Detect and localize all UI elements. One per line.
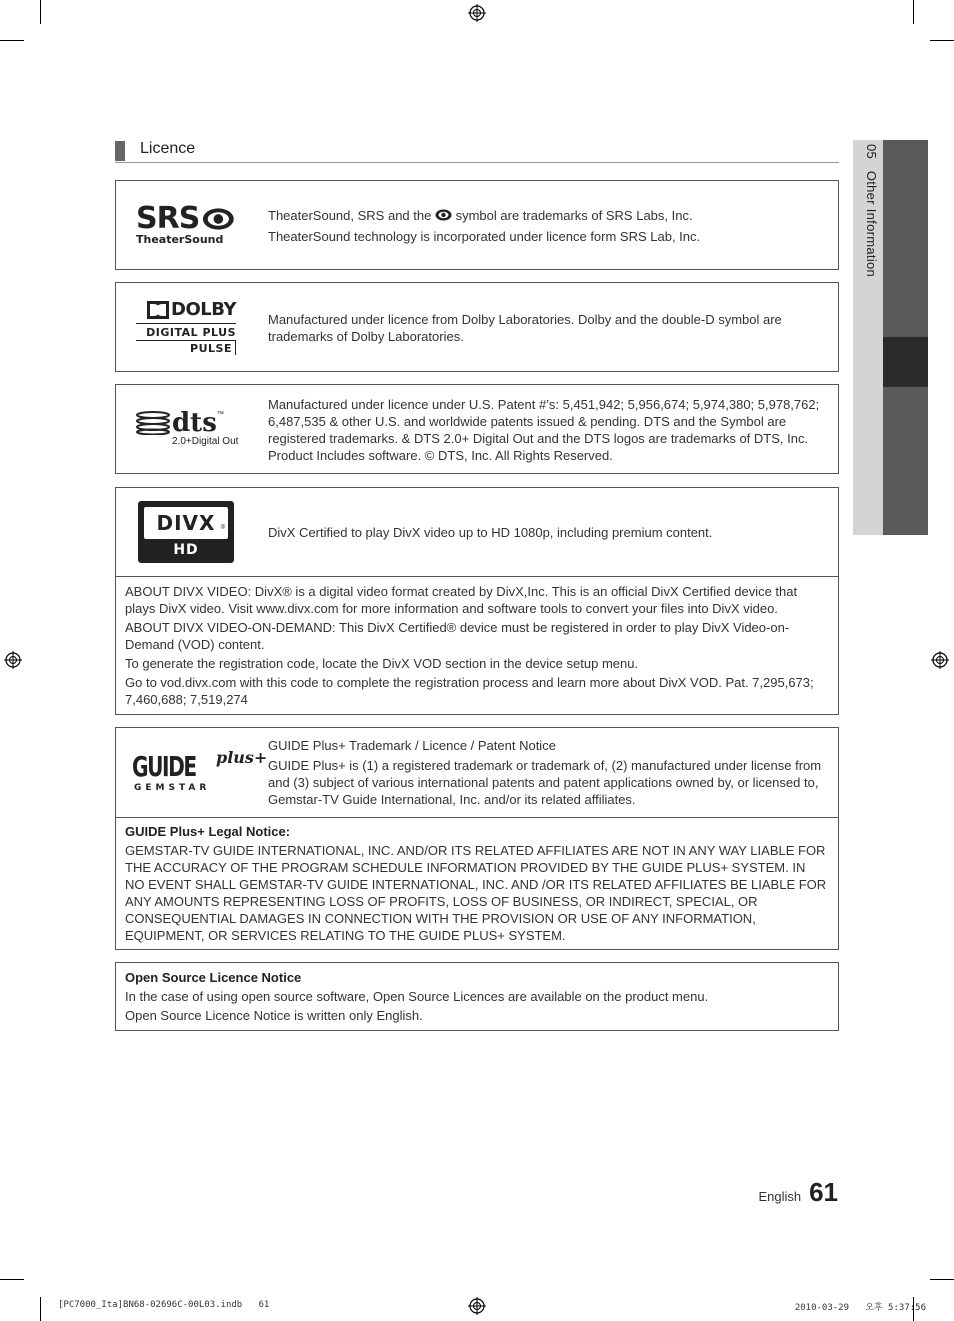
srs-line2: TheaterSound technology is incorporated under licence form SRS Lab, Inc.	[268, 229, 701, 244]
guide-plus-logo-plus: plus+	[216, 747, 268, 767]
registered-mark: ®	[220, 525, 225, 531]
guide-plus-logo-sub: GEMSTAR	[134, 782, 211, 793]
srs-text	[268, 207, 826, 248]
dts-symbol-icon	[136, 411, 170, 435]
divx-para-vod: ABOUT DIVX VIDEO-ON-DEMAND: This DivX Certified® device must be registered in order to play DivX Video-on-Demand (VOD) content.	[125, 620, 790, 652]
srs-line1-b: symbol are trademarks of SRS Labs, Inc.	[455, 208, 693, 223]
dts-text: Manufactured under licence under U.S. Patent #’s: 5,451,942; 5,956,674; 5,974,380; 5,978,762; 6,487,535 & other U.S. and worldwide patents issued & pending. DTS and the Symbol are registered trademarks. & DTS 2.0+ Digital Out and the DTS logos are trademarks of DTS, Inc. Product Includes software. © DTS, Inc. All Rights Reserved.	[268, 397, 820, 463]
dolby-logo-sub2: PULSE	[136, 340, 236, 355]
registration-mark-icon	[4, 651, 22, 669]
guide-plus-divider	[116, 817, 838, 818]
footer-timestamp: 2010-03-29 오후 5:37:56	[794, 1303, 926, 1313]
crop-mark	[913, 0, 914, 24]
open-source-licence-box	[115, 962, 839, 1031]
dts-logo-subtitle: 2.0+Digital Out	[172, 436, 239, 447]
divx-para-patent: Go to vod.divx.com with this code to complete the registration process and learn more about DivX VOD. Pat. 7,295,673; 7,460,688; 7,519,274	[125, 675, 814, 707]
dolby-logo-text: DOLBY	[171, 299, 236, 320]
section-title-text: Licence	[140, 140, 196, 157]
dts-logo-tm: ™	[216, 411, 224, 418]
divx-logo-hd: HD	[173, 542, 199, 558]
chapter-side-tab	[853, 140, 928, 535]
dolby-logo-sub1: DIGITAL PLUS	[136, 323, 236, 339]
page-number: 61	[809, 1177, 838, 1207]
srs-logo-text: SRS	[136, 201, 200, 236]
page-number-block	[758, 1177, 838, 1208]
srs-logo-subtitle: TheaterSound	[136, 233, 224, 246]
side-tab-label	[857, 144, 879, 524]
open-source-heading: Open Source Licence Notice	[125, 970, 302, 985]
dolby-text: Manufactured under licence from Dolby Laboratories. Dolby and the double-D symbol are trademarks of Dolby Laboratories.	[268, 312, 782, 344]
crop-mark	[40, 1297, 41, 1321]
divx-logo	[116, 488, 256, 576]
registration-mark-icon	[468, 1297, 486, 1315]
dts-logo	[116, 385, 256, 473]
guide-plus-logo-text: GUIDE	[132, 749, 196, 783]
registration-mark-icon	[468, 4, 486, 22]
divx-para-about: ABOUT DIVX VIDEO: DivX® is a digital video format created by DivX,Inc. This is an official DivX Certified device that plays DivX video. Visit www.divx.com for more information and software tools to convert your files into DivX video.	[125, 584, 798, 616]
divx-divider	[116, 576, 838, 577]
dolby-double-d-icon	[147, 301, 169, 319]
crop-mark	[0, 1279, 24, 1280]
guide-plus-description: GUIDE Plus+ is (1) a registered trademark or trademark of, (2) manufactured under license from and (3) subject of various international patents and patent applications owned by, or licensed to, Gemstar-TV Guide International, Inc. and/or its related affiliates.	[268, 758, 822, 807]
guide-plus-licence-box	[115, 727, 839, 950]
section-title	[115, 140, 839, 163]
divx-details	[125, 583, 828, 710]
guide-plus-legal	[125, 823, 828, 946]
crop-mark	[40, 0, 41, 24]
open-source-text	[125, 969, 828, 1026]
open-source-line2: Open Source Licence Notice is written only English.	[125, 1008, 423, 1023]
crop-mark	[0, 40, 24, 41]
dolby-licence-box	[115, 282, 839, 372]
guide-plus-logo	[116, 728, 268, 817]
section-title-bar	[115, 141, 125, 161]
crop-mark	[930, 40, 954, 41]
divx-logo-frame	[138, 501, 234, 563]
dolby-logo	[116, 283, 256, 371]
divx-licence-box	[115, 487, 839, 715]
guide-plus-text	[268, 737, 826, 811]
dts-licence-box	[115, 384, 839, 474]
divx-text: DivX Certified to play DivX video up to HD 1080p, including premium content.	[268, 525, 713, 540]
side-tab-marker	[883, 337, 928, 387]
registration-mark-icon	[931, 651, 949, 669]
srs-logo	[116, 181, 256, 269]
srs-symbol-icon	[435, 209, 452, 221]
srs-licence-box	[115, 180, 839, 270]
srs-line1-a: TheaterSound, SRS and the	[268, 208, 432, 223]
dts-logo-text: dts	[172, 408, 217, 438]
page-language: English	[758, 1189, 802, 1204]
divx-para-register: To generate the registration code, locate the DivX VOD section in the device setup menu.	[125, 656, 639, 671]
open-source-line1: In the case of using open source software, Open Source Licences are available on the product menu.	[125, 989, 709, 1004]
divx-logo-text: DIVX	[156, 511, 216, 535]
guide-plus-legal-text: GEMSTAR-TV GUIDE INTERNATIONAL, INC. AND/OR ITS RELATED AFFILIATES ARE NOT IN ANY WAY LIABLE FOR THE ACCURACY OF THE PROGRAM SCHEDULE INFORMATION PROVIDED BY THE GUIDE PLUS+ SYSTEM. IN NO EVENT SHALL GEMSTAR-TV GUIDE INTERNATIONAL, INC. AND /OR ITS RELATED AFFILIATES BE LIABLE FOR ANY AMOUNTS REPRESENTING LOSS OF PROFITS, LOSS OF BUSINESS, OR INDIRECT, SPECIAL, OR CONSEQUENTIAL DAMAGES IN CONNECTION WITH THE PROVISION OR USE OF ANY INFORMATION, EQUIPMENT, OR SERVICES RELATING TO THE GUIDE PLUS+ SYSTEM.	[125, 843, 827, 943]
srs-eye-icon	[201, 205, 236, 233]
guide-plus-legal-heading: GUIDE Plus+ Legal Notice:	[125, 824, 291, 839]
side-tab-text: Other Information	[864, 170, 879, 278]
side-tab-number: 05	[864, 144, 879, 160]
guide-plus-heading: GUIDE Plus+ Trademark / Licence / Patent Notice	[268, 738, 556, 753]
crop-mark	[930, 1279, 954, 1280]
footer-file-info: [PC7000_Ita]BN68-02696C-00L03.indb 61	[58, 1300, 270, 1310]
